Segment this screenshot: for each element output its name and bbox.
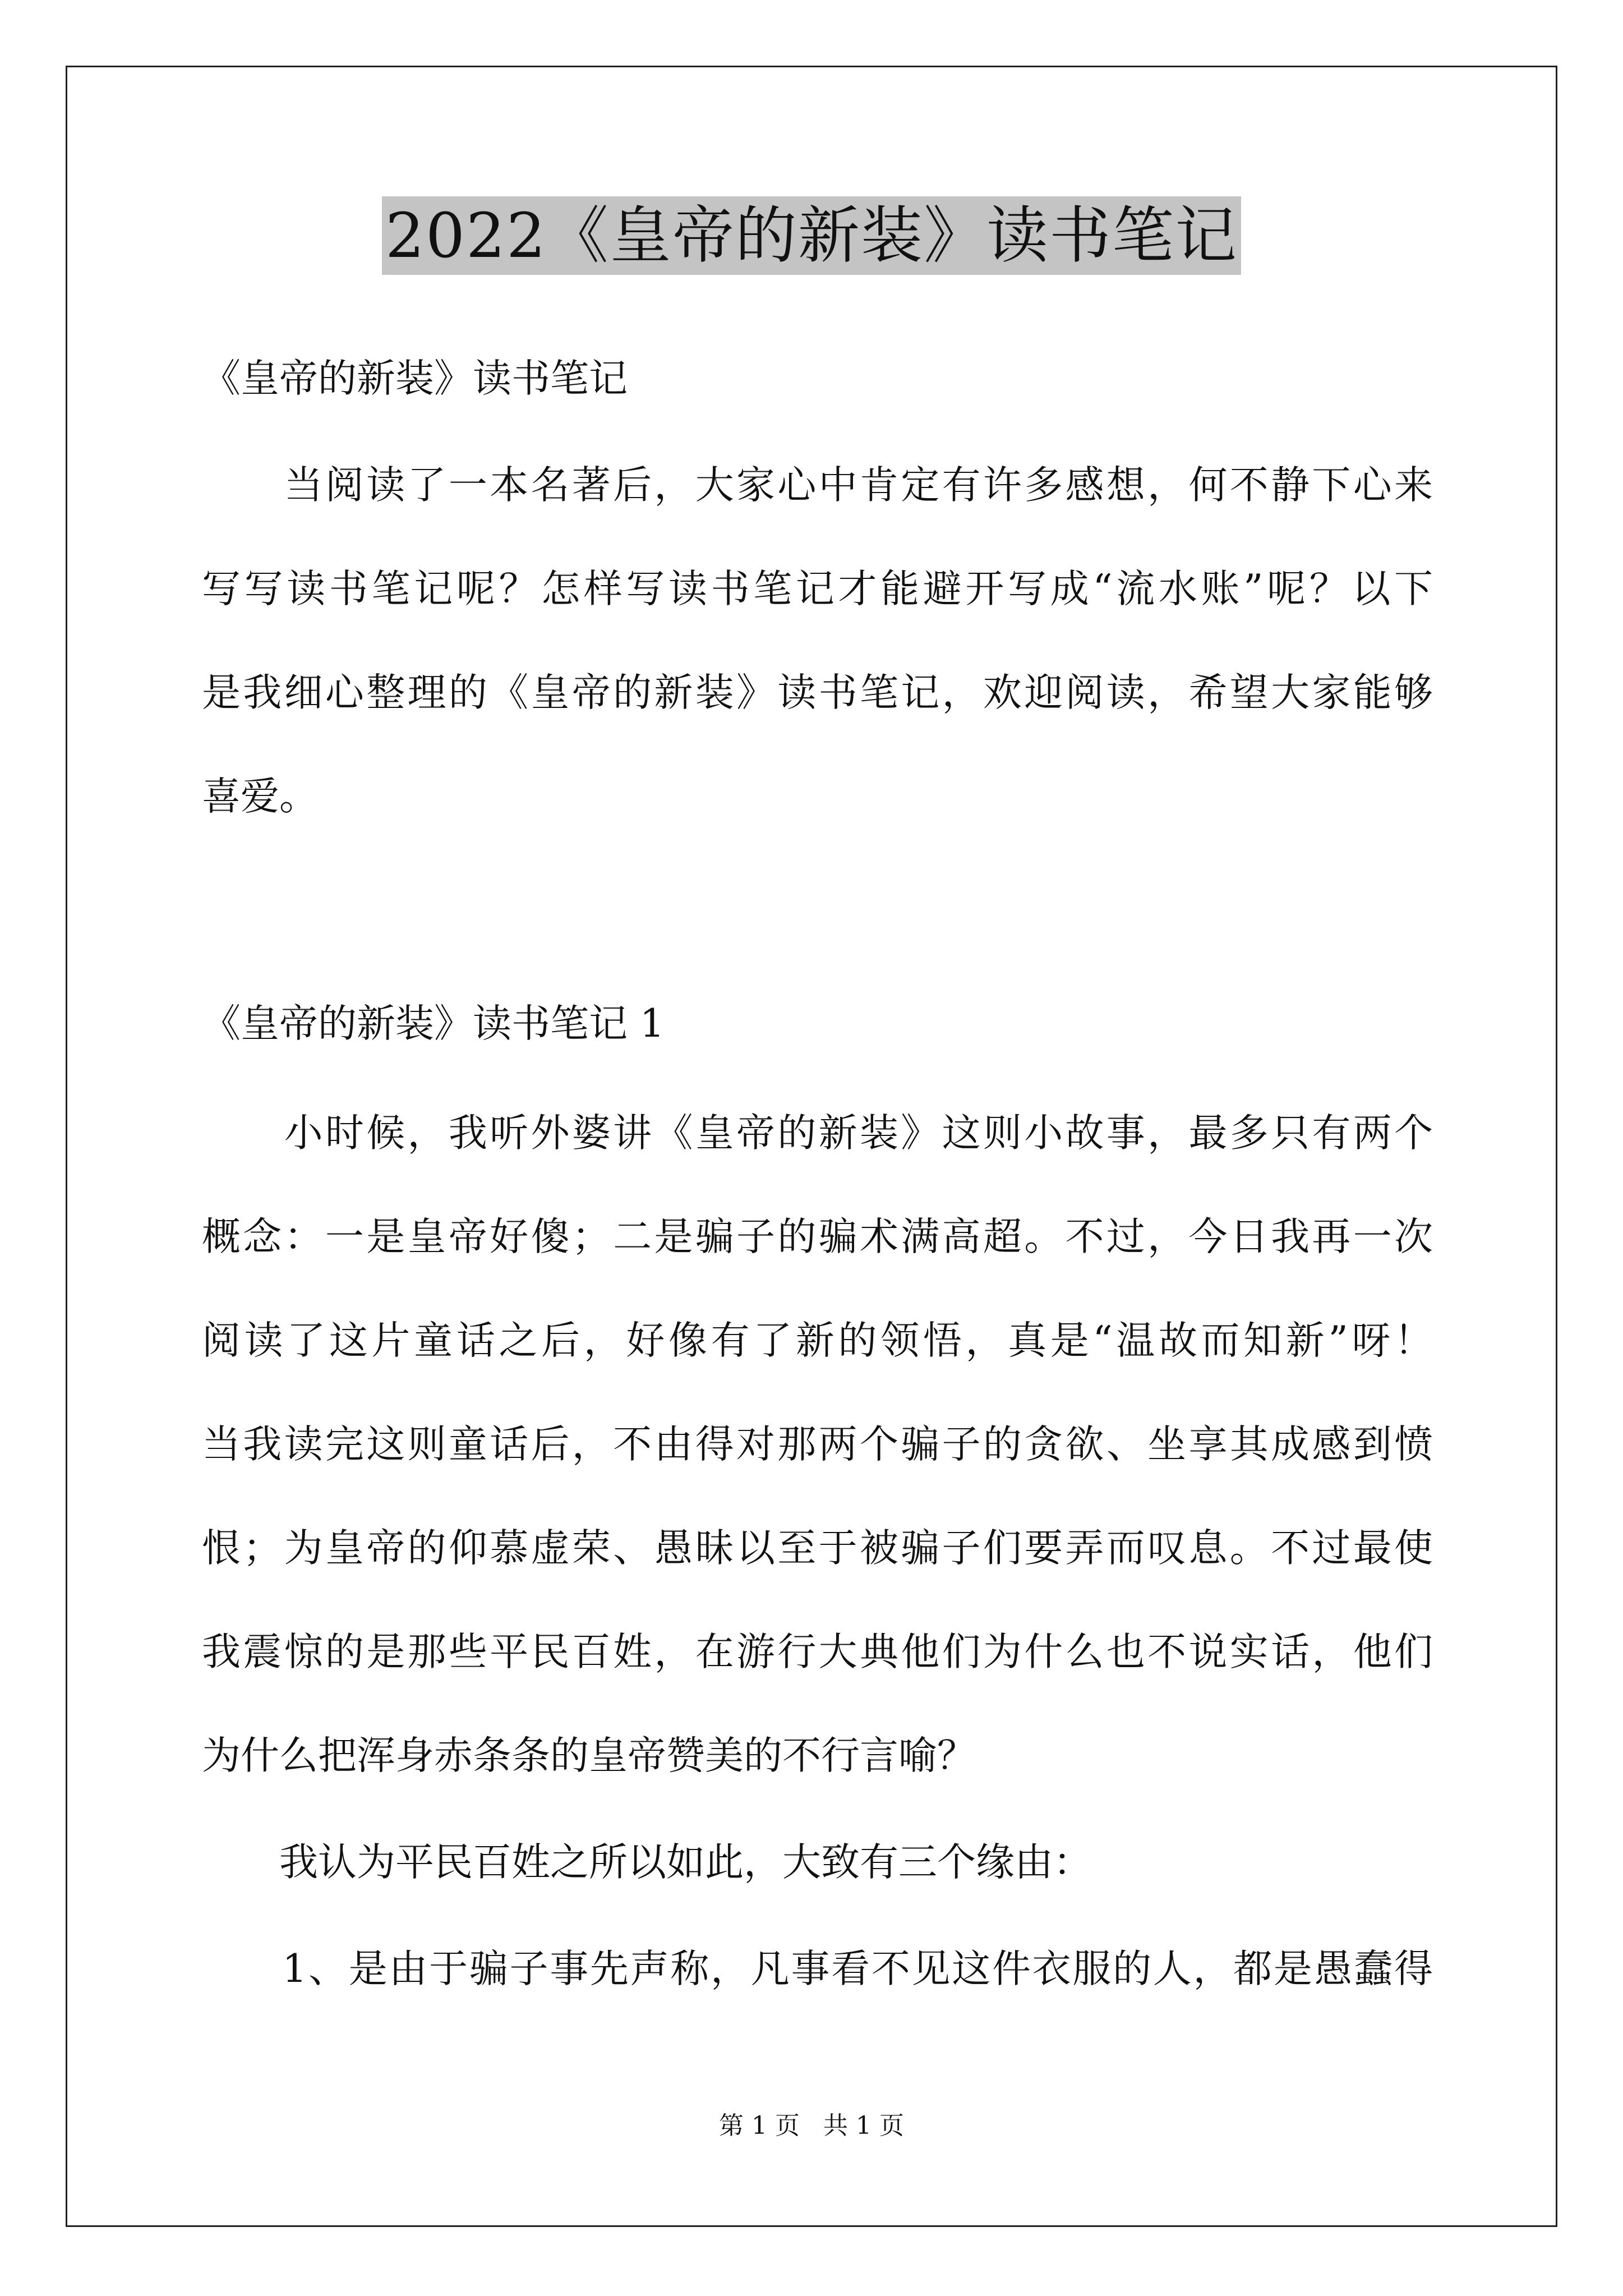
para1-line-3: 阅读了这片童话之后，好像有了新的领悟，真是“温故而知新”呀！	[202, 1318, 1433, 1363]
intro-line-3: 是我细心整理的《皇帝的新装》读书笔记，欢迎阅读，希望大家能够	[202, 670, 1433, 715]
para1-line-4: 当我读完这则童话后，不由得对那两个骗子的贪欲、坐享其成感到愤	[202, 1422, 1433, 1467]
section-heading: 《皇帝的新装》读书笔记 1	[202, 1001, 665, 1046]
document-title: 2022《皇帝的新装》读书笔记	[382, 196, 1241, 275]
page-footer	[0, 2109, 1623, 2143]
title-container	[0, 196, 1623, 275]
intro-line-1: 当阅读了一本名著后，大家心中肯定有许多感想，何不静下心来	[202, 463, 1433, 508]
para1-line-5: 恨；为皇帝的仰慕虚荣、愚昧以至于被骗子们要弄而叹息。不过最使	[202, 1526, 1433, 1571]
para1-line-1: 小时候，我听外婆讲《皇帝的新装》这则小故事，最多只有两个	[202, 1111, 1433, 1156]
para3-line: 1、是由于骗子事先声称，凡事看不见这件衣服的人，都是愚蠢得	[202, 1947, 1433, 1991]
page-total: 共 1 页	[823, 2111, 904, 2140]
intro-line-4: 喜爱。	[202, 774, 318, 819]
para1-line-7: 为什么把浑身赤条条的皇帝赞美的不行言喻？	[202, 1733, 976, 1778]
para1-line-2: 概念：一是皇帝好傻；二是骗子的骗术满高超。不过，今日我再一次	[202, 1214, 1433, 1259]
document-subtitle: 《皇帝的新装》读书笔记	[202, 356, 628, 401]
para2-line: 我认为平民百姓之所以如此，大致有三个缘由：	[202, 1840, 1092, 1885]
para1-line-6: 我震惊的是那些平民百姓，在游行大典他们为什么也不说实话，他们	[202, 1630, 1433, 1674]
page-number: 第 1 页	[719, 2111, 800, 2140]
intro-line-2: 写写读书笔记呢？怎样写读书笔记才能避开写成“流水账”呢？以下	[202, 567, 1433, 611]
